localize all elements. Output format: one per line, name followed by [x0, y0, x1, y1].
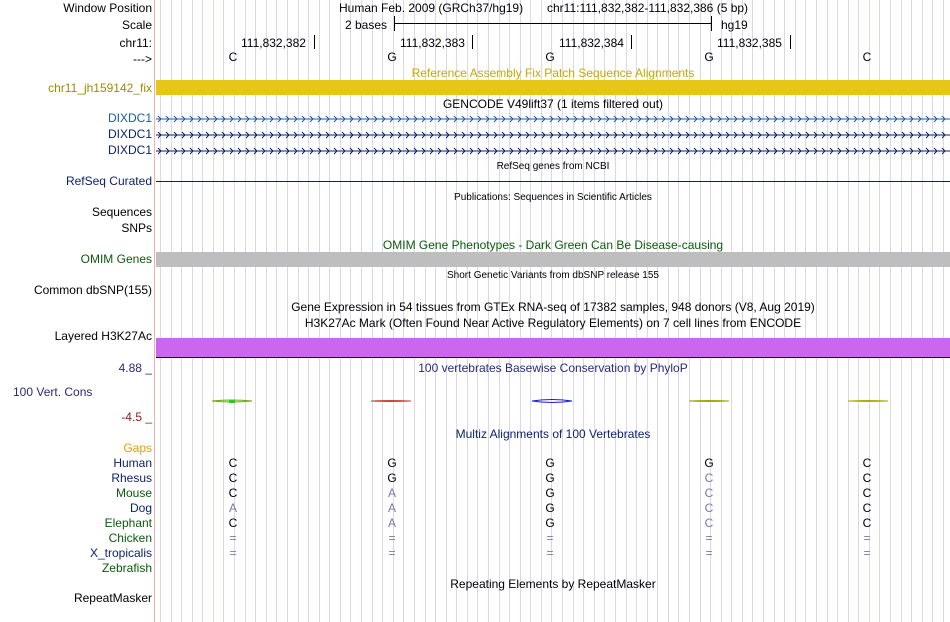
h3k27ac-track-label[interactable]: Layered H3K27Ac — [54, 329, 152, 343]
coordinate-label: 111,832,384 — [559, 36, 624, 50]
dbsnp-track-label[interactable]: Common dbSNP(155) — [33, 283, 152, 297]
species-label-mouse[interactable]: Mouse — [115, 486, 152, 500]
species-label-chicken[interactable]: Chicken — [108, 531, 152, 545]
multiz-gaps-label: Gaps — [123, 441, 152, 455]
aligned-base: = — [229, 546, 237, 560]
h3k27ac-baseline — [156, 357, 950, 358]
coordinate-tick — [790, 35, 791, 49]
phylop-score-mark — [371, 401, 411, 402]
multiz-track-title: Multiz Alignments of 100 Vertebrates — [455, 427, 651, 441]
coordinate-tick — [472, 35, 473, 49]
window-position-value: chr11:111,832,382-111,832,386 (5 bp) — [547, 1, 749, 15]
aligned-base: G — [704, 456, 714, 470]
aligned-base: G — [545, 471, 555, 485]
gencode-transcript-1[interactable] — [156, 116, 950, 122]
gencode-gene-models[interactable] — [156, 111, 950, 157]
aligned-base: A — [228, 501, 237, 515]
aligned-base: A — [387, 486, 396, 500]
coordinate-label: 111,832,383 — [400, 36, 465, 50]
species-label-x_tropicalis[interactable]: X_tropicalis — [89, 546, 152, 560]
phylop-min-label: -4.5 _ — [121, 410, 152, 424]
coordinate-tick — [314, 35, 315, 49]
aligned-base: C — [704, 516, 714, 530]
phylop-track-title: 100 vertebrates Basewise Conservation by PhyloP — [418, 361, 688, 375]
refseq-track-label[interactable]: RefSeq Curated — [65, 174, 152, 188]
track-label-column — [0, 0, 156, 622]
phylop-score-mark — [848, 401, 888, 402]
omim-track-title: OMIM Gene Phenotypes - Dark Green Can Be Disease-causing — [382, 238, 724, 252]
aligned-base: C — [862, 471, 872, 485]
refseq-track-title: RefSeq genes from NCBI — [496, 161, 610, 172]
aligned-base: G — [545, 486, 555, 500]
aligned-base: C — [228, 456, 238, 470]
aligned-base: C — [704, 486, 714, 500]
reference-base: G — [704, 50, 714, 64]
phylop-plot[interactable] — [156, 376, 950, 422]
gencode-transcript-2[interactable] — [156, 132, 950, 138]
coordinate-tick — [631, 35, 632, 49]
reference-base: G — [545, 50, 555, 64]
aligned-base: = — [705, 546, 713, 560]
phylop-track-label[interactable]: 100 Vert. Cons — [13, 385, 93, 399]
aligned-base: = — [388, 546, 396, 560]
coordinate-label: 111,832,382 — [241, 36, 306, 50]
reference-base: G — [387, 50, 397, 64]
aligned-base: = — [388, 531, 396, 545]
aligned-base: C — [862, 516, 872, 530]
fix-patch-track-title: Reference Assembly Fix Patch Sequence Alignments — [411, 66, 695, 80]
publications-snps-label[interactable]: SNPs — [121, 221, 152, 235]
aligned-base: C — [228, 471, 238, 485]
gtex-track-title: Gene Expression in 54 tissues from GTEx RNA-seq of 17382 samples, 948 donors (V8, Aug 2019) — [291, 300, 815, 314]
aligned-base: = — [546, 531, 554, 545]
h3k27ac-track-title: H3K27Ac Mark (Often Found Near Active Regulatory Elements) on 7 cell lines from ENCODE — [304, 316, 802, 330]
fix-patch-alignment-bar[interactable] — [156, 80, 950, 95]
gencode-item-label[interactable]: DIXDC1 — [107, 127, 152, 141]
aligned-base: C — [862, 501, 872, 515]
publications-sequences-label[interactable]: Sequences — [91, 205, 152, 219]
aligned-base: G — [387, 471, 397, 485]
scale-bar — [394, 23, 711, 24]
aligned-base: = — [863, 531, 871, 545]
aligned-base: C — [862, 486, 872, 500]
phylop-score-mark — [532, 400, 572, 403]
aligned-base: A — [387, 501, 396, 515]
dbsnp-track-title: Short Genetic Variants from dbSNP release 155 — [447, 270, 659, 281]
phylop-score-mark — [212, 400, 252, 403]
h3k27ac-signal-bar[interactable] — [156, 338, 950, 357]
aligned-base: C — [228, 486, 238, 500]
aligned-base: C — [862, 456, 872, 470]
aligned-base: = — [229, 531, 237, 545]
aligned-base: C — [704, 501, 714, 515]
aligned-base: G — [545, 456, 555, 470]
refseq-gene-line[interactable] — [156, 181, 950, 182]
gencode-track-title: GENCODE V49lift37 (1 items filtered out) — [442, 97, 664, 111]
reference-base: C — [228, 50, 238, 64]
gencode-transcript-3[interactable] — [156, 148, 950, 154]
aligned-base: = — [546, 546, 554, 560]
aligned-base: C — [704, 471, 714, 485]
aligned-base: G — [545, 501, 555, 515]
species-label-dog[interactable]: Dog — [129, 501, 152, 515]
coordinate-label: 111,832,385 — [717, 36, 782, 50]
phylop-score-mark — [689, 401, 729, 402]
gencode-item-label[interactable]: DIXDC1 — [107, 143, 152, 157]
aligned-base: = — [705, 531, 713, 545]
aligned-base: G — [545, 516, 555, 530]
window-position-label: Window Position — [63, 1, 152, 15]
omim-gene-bar[interactable] — [156, 252, 950, 267]
species-label-human[interactable]: Human — [113, 456, 152, 470]
scale-label: Scale — [121, 18, 152, 32]
species-label-elephant[interactable]: Elephant — [104, 516, 152, 530]
fix-patch-track-label[interactable]: chr11_jh159142_fix — [48, 81, 152, 95]
aligned-base: G — [387, 456, 397, 470]
omim-track-label[interactable]: OMIM Genes — [80, 252, 152, 266]
scale-value: 2 bases — [345, 18, 388, 32]
species-label-zebrafish[interactable]: Zebrafish — [101, 561, 152, 575]
aligned-base: = — [863, 546, 871, 560]
scale-db: hg19 — [721, 18, 748, 32]
chrom-label: chr11: — [119, 36, 152, 50]
strand-label: ---> — [133, 52, 152, 66]
repeatmasker-track-label[interactable]: RepeatMasker — [73, 591, 152, 605]
aligned-base: C — [228, 516, 238, 530]
assembly-name: Human Feb. 2009 (GRCh37/hg19) — [339, 1, 524, 15]
publications-track-title: Publications: Sequences in Scientific Articles — [454, 192, 652, 203]
scale-bar-right-tick — [711, 16, 712, 31]
repeatmasker-track-title: Repeating Elements by RepeatMasker — [450, 577, 656, 591]
phylop-max-label: 4.88 _ — [118, 361, 152, 375]
gencode-item-label[interactable]: DIXDC1 — [107, 111, 152, 125]
aligned-base: A — [387, 516, 396, 530]
reference-base: C — [862, 50, 872, 64]
species-label-rhesus[interactable]: Rhesus — [111, 471, 152, 485]
